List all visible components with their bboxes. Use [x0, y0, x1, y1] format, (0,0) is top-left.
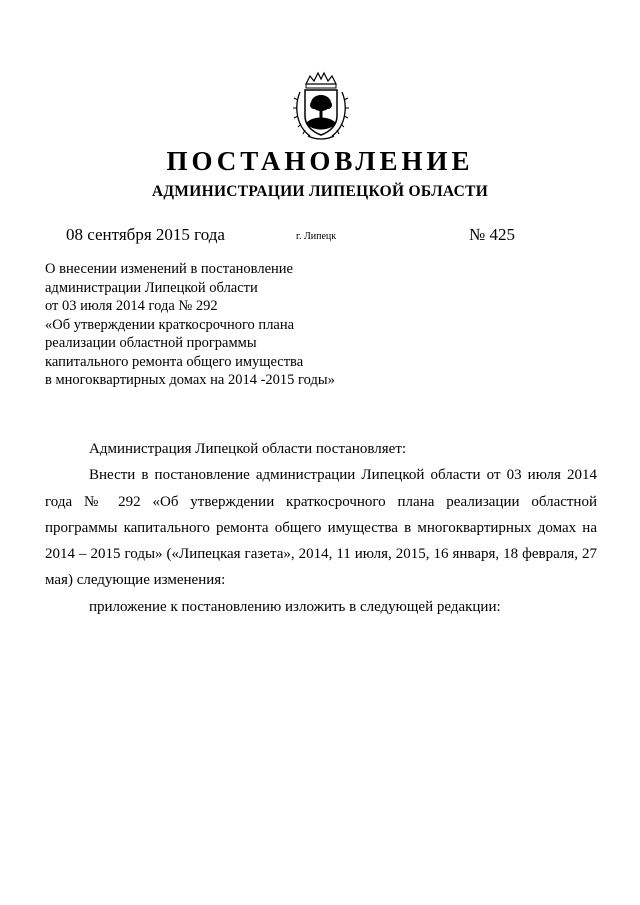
issuing-authority: АДМИНИСТРАЦИИ ЛИПЕЦКОЙ ОБЛАСТИ — [151, 183, 489, 200]
main-paragraph: Внести в постановление администрации Липецкой области от 03 июля 2014 года № 292 «Об утверждении краткосрочного плана реализации областной программы капитального ремонта общего имущества в многоквартирных домах на 2014 – 2015 годы» («Липецкая газета», 2014, 11 июля, 2015, 16 января, 18 февраля, 27 мая) следующие изменения: — [45, 467, 597, 589]
subject-line: от 03 июля 2014 года № 292 — [45, 298, 218, 314]
subject-line: О внесении изменений в постановление — [45, 261, 293, 277]
subject-line: в многоквартирных домах на 2014 -2015 годы» — [45, 372, 335, 388]
subject-line: реализации областной программы — [45, 335, 257, 351]
amendment-paragraph: приложение к постановлению изложить в следующей редакции: — [89, 598, 501, 615]
document-subject — [45, 260, 405, 390]
subject-line: «Об утверждении краткосрочного плана — [45, 316, 295, 333]
document-city: г. Липецк — [296, 231, 337, 242]
document-body — [45, 436, 597, 620]
coat-of-arms-icon — [292, 70, 350, 142]
intro-paragraph: Администрация Липецкой области постановляет: — [89, 441, 407, 457]
subject-line: капитального ремонта общего имущества — [45, 353, 304, 370]
subject-line: администрации Липецкой области — [45, 279, 258, 296]
document-number: № 425 — [469, 225, 515, 244]
document-date: 08 сентября 2015 года — [66, 225, 225, 244]
document-title: ПОСТАНОВЛЕНИЕ — [166, 146, 474, 176]
